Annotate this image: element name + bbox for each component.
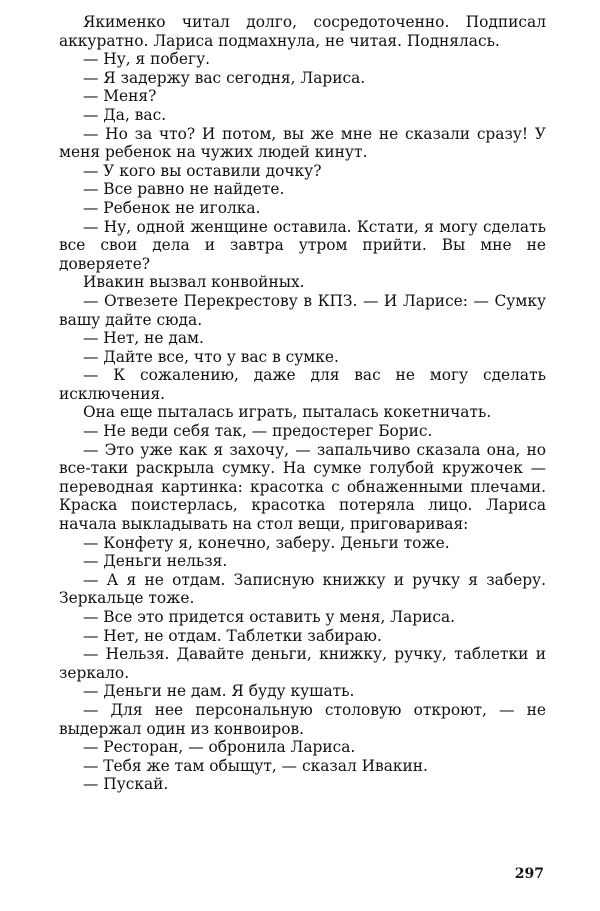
paragraph: — Да, вас. [83,105,167,124]
paragraph: — Все это придется оставить у меня, Лариса. [83,608,456,626]
paragraph: — Ну, я побегу. [83,50,211,69]
paragraph: Она еще пыталась играть, пыталась кокетничать. [83,403,492,422]
paragraph: — Тебя же там обыщут, — сказал Ивакин. [83,756,428,775]
paragraph: Ивакин вызвал конвойных. [83,273,305,292]
paragraph: — Нет, не отдам. Таблетки забираю. [83,626,382,645]
paragraph: — А я не отдам. Записную книжку и ручку я заберу. Зеркальце тоже. [59,570,546,608]
page-number: 297 [514,866,544,882]
paragraph: — Меня? [83,87,157,106]
paragraph: Якименко читал долго, сосредоточенно. Подписал аккуратно. Лариса подмахнула, не читая. Поднялась. [59,13,546,50]
paragraph: — Нет, не дам. [83,329,204,348]
paragraph: — Деньги не дам. Я буду кушать. [83,682,355,701]
paragraph: — Отвезете Перекрестову в КПЗ. — И Ларисе: — Сумку вашу дайте сюда. [59,291,546,329]
paragraph: — Нельзя. Давайте деньги, книжку, ручку, таблетки и зеркало. [59,645,546,682]
paragraph: — К сожалению, даже для вас не могу сделать исключения. [59,366,546,403]
paragraph: — Для нее персональную столовую откроют, — не выдержал один из конвоиров. [59,700,546,738]
paragraph: — Конфету я, конечно, заберу. Деньги тоже. [83,533,450,552]
paragraph: — Но за что? И потом, вы же мне не сказали сразу! У меня ребенок на чужих людей кинут. [59,124,546,162]
paragraph: — Не веди себя так, — предостерег Борис. [83,422,433,441]
page-body [59,13,546,794]
paragraph: — Это уже как я захочу, — запальчиво сказала она, но все-таки раскрыла сумку. На сумке голубой кружочек — переводная картинка: красотка с обнаженными плечами. Краска поистерлась, красотка потеряла лицо. Лариса начала выкладывать на стол вещи, приговаривая: [59,440,546,534]
paragraph: — Я задержу вас сегодня, Лариса. [83,68,366,87]
paragraph: — Дайте все, что у вас в сумке. [83,347,339,366]
paragraph: — Ребенок не иголка. [83,198,261,217]
paragraph: — Пускай. [83,775,169,794]
paragraph: — Ресторан, — обронила Лариса. [83,738,356,757]
paragraph: — У кого вы оставили дочку? [83,161,322,180]
paragraph: — Деньги нельзя. [83,552,228,571]
paragraph: — Все равно не найдете. [83,180,285,199]
paragraph: — Ну, одной женщине оставила. Кстати, я могу сделать все свои дела и завтра утром прийти. Вы мне не доверяете? [59,217,546,273]
